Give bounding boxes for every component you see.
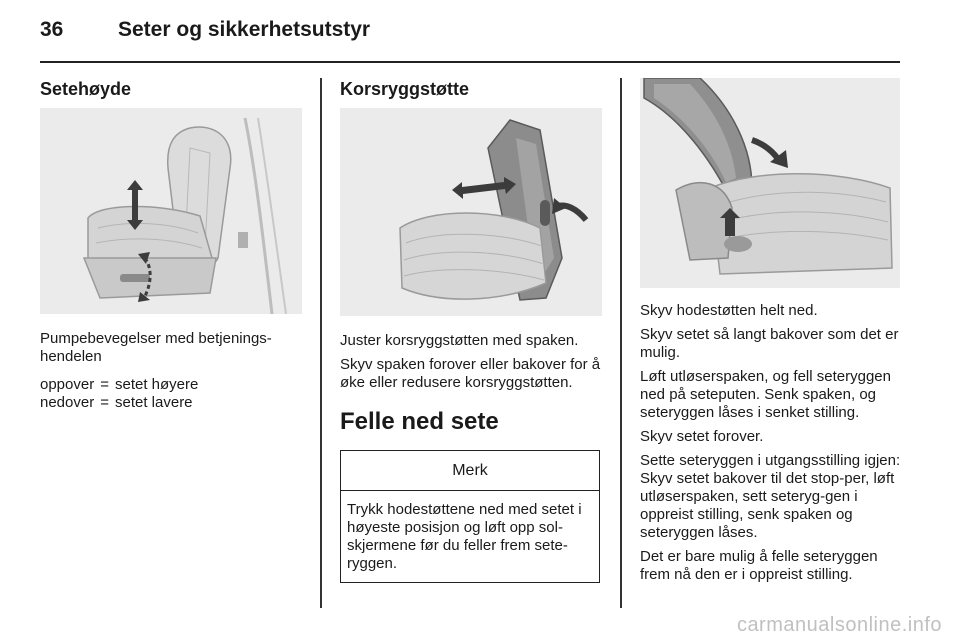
column-divider-2 [620,78,622,608]
figure-caption: Pumpebevegelser med betjenings-hendelen [40,330,272,365]
step-3: Løft utløserspaken, og fell seteryggen ned på seteputen. Senk spaken, og seteryggen låses i senket stilling. [640,368,891,421]
definition-sep: = [100,394,109,411]
step-5: Sette seteryggen i utgangsstilling igjen: Skyv setet bakover til det stop-per, løft utløserspaken, sett seteryg-gen i oppreist stilling, senk spaken og seteryggen låses. [640,452,901,541]
section-heading-lumbar: Korsryggstøtte [340,79,470,99]
definition-term: oppover [40,376,95,393]
fold-seat-illustration [640,78,900,288]
section-heading-fold-seat: Felle ned sete [340,408,499,435]
column-divider-1 [320,78,322,608]
definition-term: nedover [40,394,95,411]
chapter-title: Seter og sikkerhetsutstyr [118,18,371,41]
definition-sep: = [100,376,109,393]
definition-row [40,376,204,394]
seat-height-illustration [40,108,302,314]
note-body: Trykk hodestøttene ned med setet i høyeste posisjon og løft opp sol-skjermene før du feller frem sete-ryggen. [347,501,582,572]
definition-desc: setet lavere [114,394,193,411]
column-fold-seat [640,78,902,584]
watermark: carmanualsonline.info [736,614,942,636]
step-1: Skyv hodestøtten helt ned. [640,302,818,319]
header-divider [40,61,900,63]
note-title: Merk [341,451,599,491]
page-header [40,18,900,48]
column-lumbar [340,78,602,583]
lumbar-instruction-2: Skyv spaken forover eller bakover for å øke eller redusere korsryggstøtten. [340,356,601,391]
step-2: Skyv setet så langt bakover som det er mulig. [640,326,899,361]
step-6: Det er bare mulig å felle seteryggen frem nå den er i oppreist stilling. [640,548,878,583]
section-heading-seat-height: Setehøyde [40,79,132,99]
note-box [340,450,600,583]
lumbar-instruction-1: Juster korsryggstøtten med spaken. [340,332,579,349]
page-number: 36 [40,18,64,41]
definition-row [40,394,204,412]
definition-desc: setet høyere [114,376,199,393]
step-4: Skyv setet forover. [640,428,764,445]
column-seat-height [40,78,302,412]
definitions-table [40,376,204,412]
lumbar-support-illustration [340,108,602,316]
